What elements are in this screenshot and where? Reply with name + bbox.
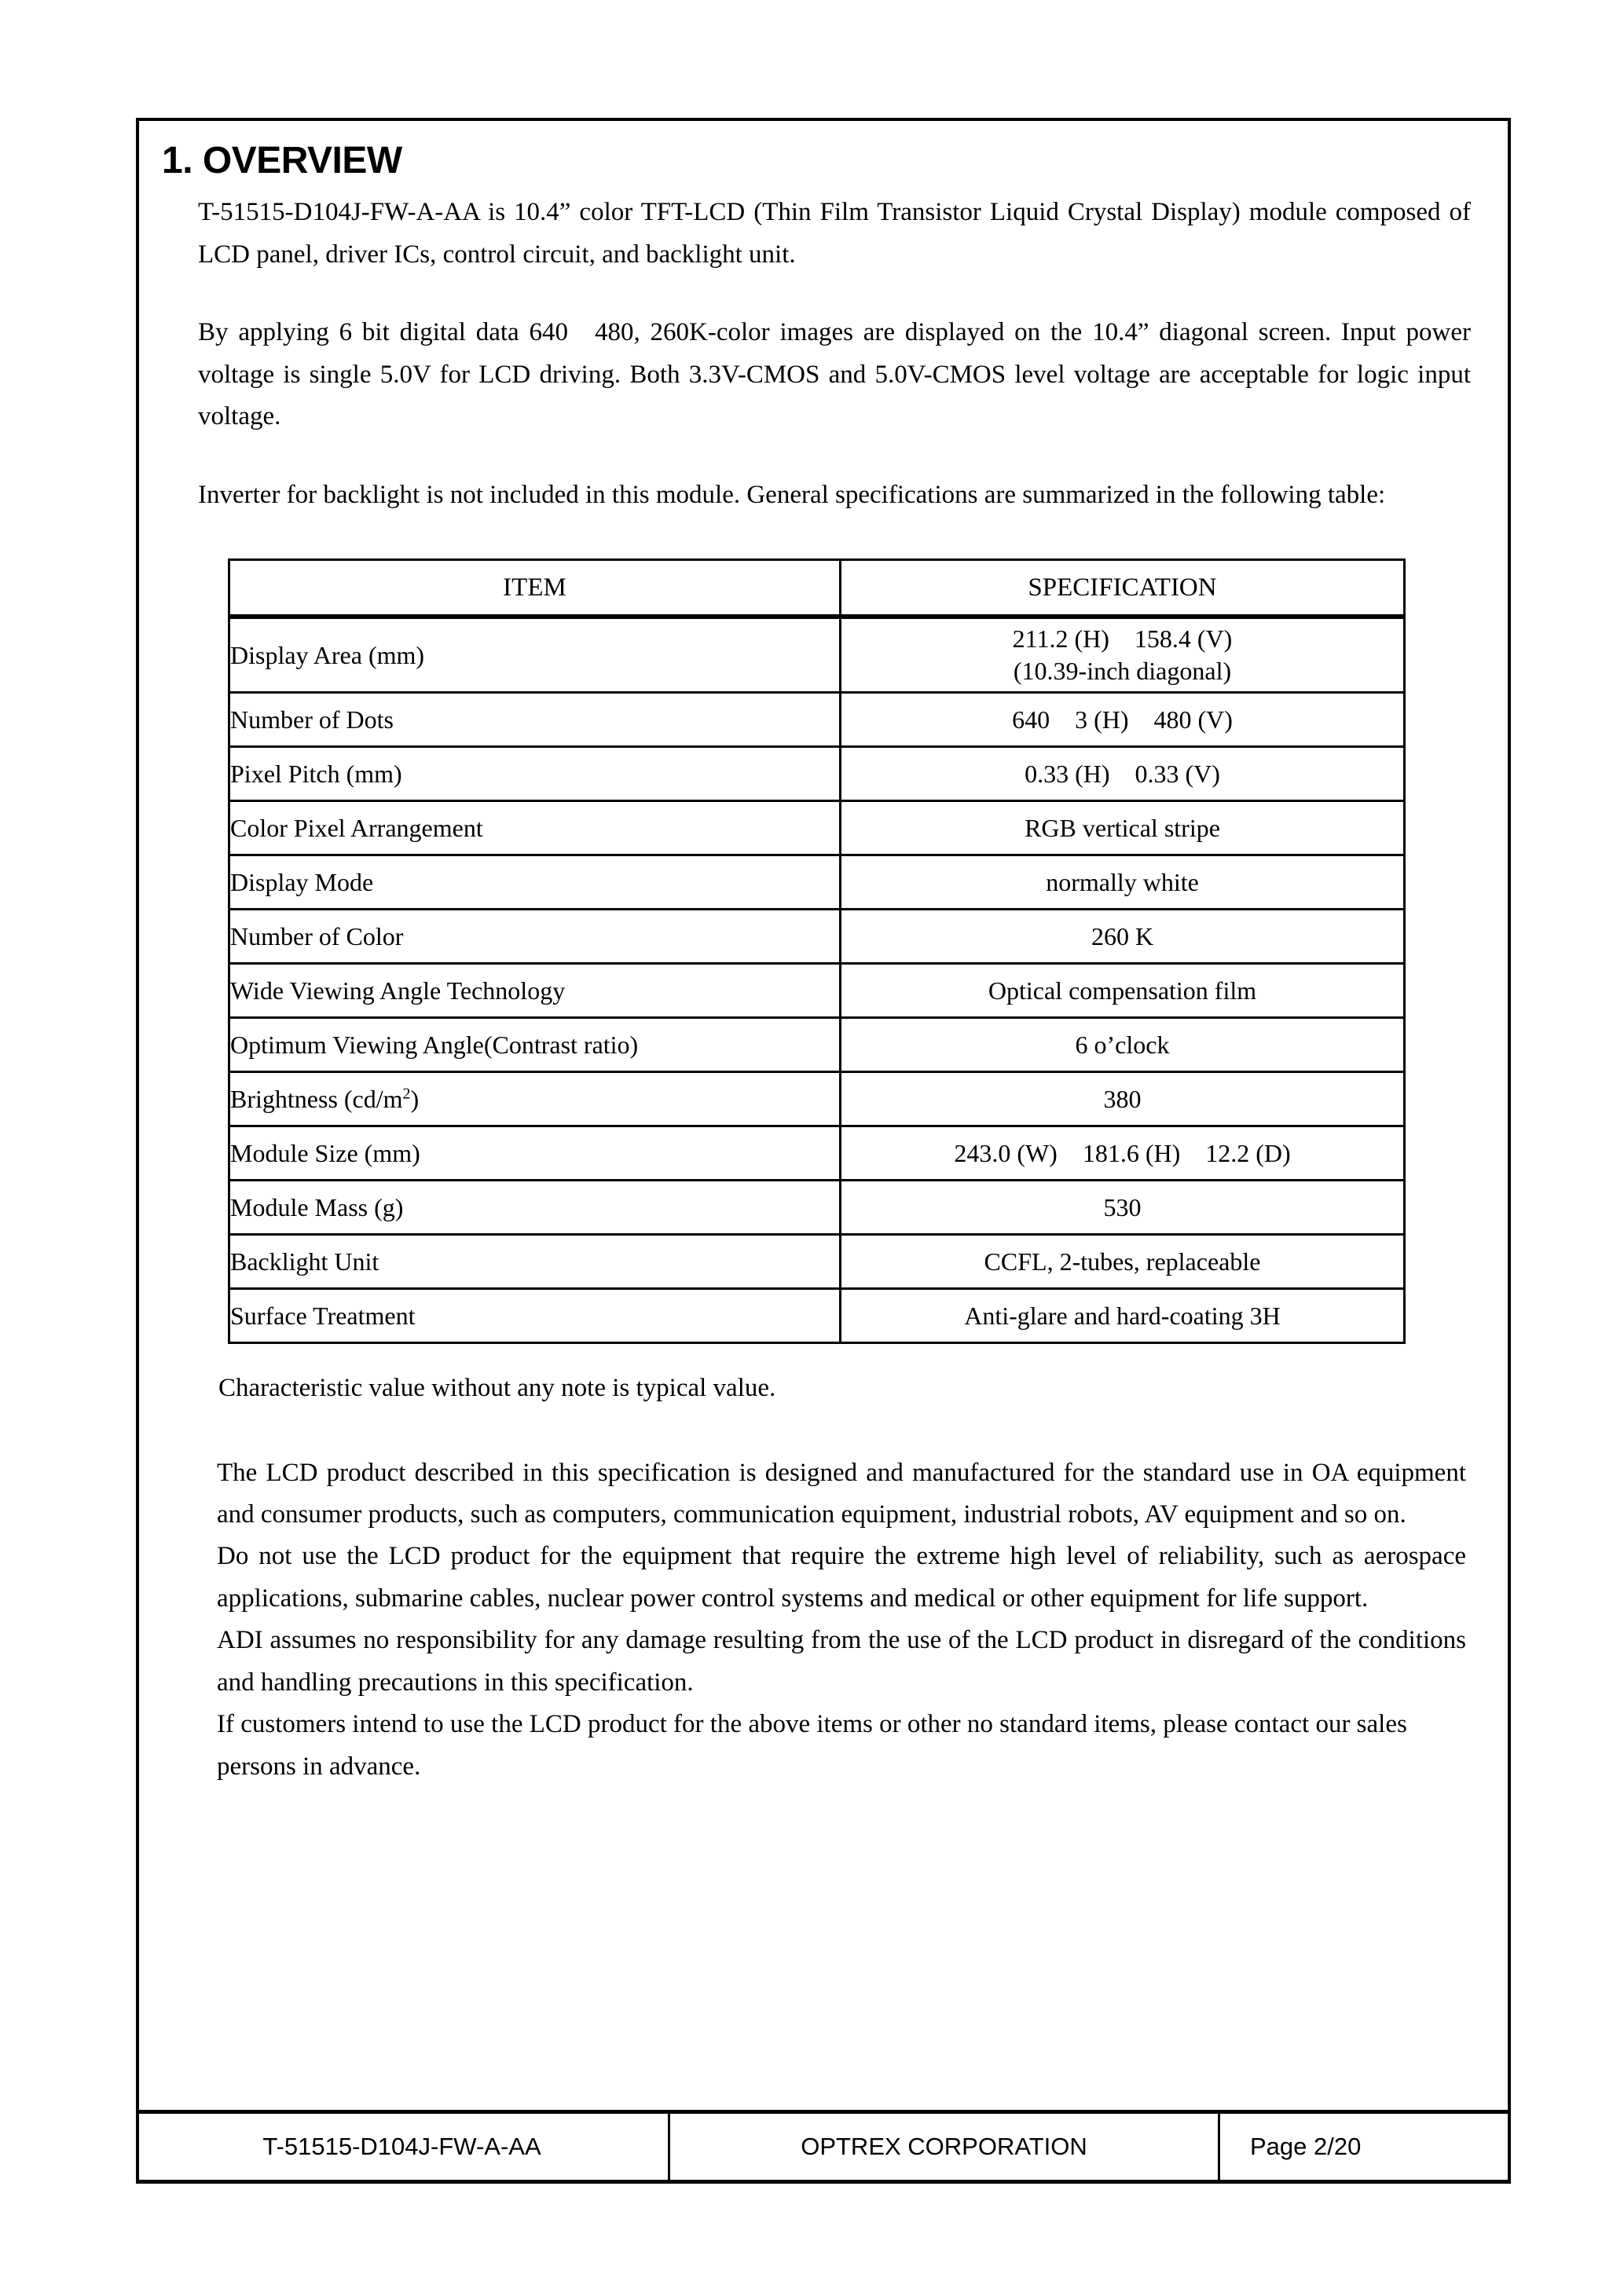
- table-row: [229, 618, 1405, 693]
- table-cell-specification: [841, 1235, 1405, 1289]
- table-cell-specification-line: CCFL, 2-tubes, replaceable: [984, 1247, 1261, 1276]
- table-cell-specification-line: Anti-glare and hard-coating 3H: [964, 1301, 1281, 1330]
- table-cell-specification-line: Optical compensation film: [988, 976, 1257, 1005]
- intro-paragraph-2-part-a: By applying 6 bit digital data 640: [198, 318, 568, 347]
- footer-company-name: OPTREX CORPORATION: [668, 2114, 1218, 2180]
- intro-paragraph-2: [157, 312, 1493, 438]
- table-row: [229, 1235, 1405, 1289]
- table-cell-item: Module Size (mm): [229, 1126, 841, 1181]
- table-cell-specification: [841, 964, 1405, 1018]
- table-cell-specification: [841, 855, 1405, 910]
- spacer: [157, 276, 1493, 312]
- table-row: [229, 964, 1405, 1018]
- notice-paragraph-3: ADI assumes no responsibility for any damage resulting from the use of the LCD product in disregard of the conditions and handling precautions in this specification.: [217, 1626, 1466, 1697]
- table-cell-item: Backlight Unit: [229, 1235, 841, 1289]
- table-cell-specification-line: 640 3 (H) 480 (V): [1012, 705, 1233, 734]
- table-row: [229, 855, 1405, 910]
- table-row: [229, 747, 1405, 801]
- table-cell-item: Number of Color: [229, 910, 841, 964]
- table-row: [229, 1018, 1405, 1072]
- table-cell-specification: [841, 801, 1405, 855]
- table-cell-item: Module Mass (g): [229, 1181, 841, 1235]
- table-cell-specification-line: 530: [1103, 1192, 1142, 1221]
- table-cell-specification-line: 211.2 (H) 158.4 (V): [1012, 624, 1233, 654]
- intro-paragraph-1-line-2: module composed of LCD panel, driver ICs, control circuit, and backlight unit.: [198, 198, 1472, 269]
- table-cell-specification-line: 260 K: [1091, 921, 1154, 950]
- table-row: [229, 1289, 1405, 1343]
- page-footer: [136, 2110, 1511, 2184]
- table-cell-item: Optimum Viewing Angle(Contrast ratio): [229, 1018, 841, 1072]
- superscript: 2: [402, 1084, 411, 1102]
- intro-paragraph-1-line-1: T-51515-D104J-FW-A-AA is 10.4” color TFT-LCD (Thin Film Transistor Liquid Crystal Display): [198, 198, 1241, 227]
- page-title: 1. OVERVIEW: [162, 140, 402, 181]
- spacer: [157, 438, 1493, 474]
- table-cell-specification-line: RGB vertical stripe: [1025, 813, 1220, 842]
- table-row: [229, 1181, 1405, 1235]
- table-cell-item: Number of Dots: [229, 693, 841, 747]
- table-cell-specification-line: 6 o’clock: [1075, 1030, 1170, 1059]
- table-cell-item: Display Mode: [229, 855, 841, 910]
- table-cell-specification-line: 243.0 (W) 181.6 (H) 12.2 (D): [954, 1138, 1291, 1167]
- table-row: [229, 1126, 1405, 1181]
- table-cell-specification-line: normally white: [1046, 867, 1199, 896]
- table-cell-item: Wide Viewing Angle Technology: [229, 964, 841, 1018]
- table-cell-specification: [841, 910, 1405, 964]
- table-cell-specification: [841, 1018, 1405, 1072]
- intro-paragraph-1: [157, 192, 1493, 276]
- table-cell-item: Brightness $(cd/m^2)$: [229, 1072, 841, 1126]
- column-header-specification: SPECIFICATION: [841, 560, 1405, 616]
- table-note: Characteristic value without any note is typical value.: [218, 1374, 776, 1403]
- spacer: [157, 516, 1493, 558]
- table-row: [229, 910, 1405, 964]
- table-cell-specification: [841, 1126, 1405, 1181]
- table-cell-specification: [841, 693, 1405, 747]
- footer-part-number: T-51515-D104J-FW-A-AA: [262, 2133, 541, 2160]
- table-cell-specification-line: 0.33 (H) 0.33 (V): [1025, 759, 1220, 788]
- page-content: [157, 141, 1493, 1788]
- table-cell-specification-line: (10.39-inch diagonal): [1013, 657, 1232, 686]
- notice-paragraph-2: Do not use the LCD product for the equipment that require the extreme high level of reliability, such as aerospace applications, submarine cables, nuclear power control systems and medical or other equipment for life support.: [217, 1542, 1466, 1613]
- table-cell-specification: [841, 618, 1405, 693]
- spacer: [157, 1410, 1493, 1452]
- table-cell-specification: [841, 1289, 1405, 1343]
- spec-table-container: [157, 558, 1493, 1344]
- table-cell-specification-line: 380: [1103, 1084, 1142, 1113]
- notice-paragraph-1: The LCD product described in this specification is designed and manufactured for the standard use in OA equipment and consumer products, such as computers, communication equipment, industrial robots, AV equipment and so on.: [217, 1458, 1466, 1529]
- specification-table: [228, 558, 1406, 1344]
- table-row: [229, 693, 1405, 747]
- table-cell-specification: [841, 1072, 1405, 1126]
- table-cell-item: Display Area (mm): [229, 618, 841, 693]
- table-cell-item: Pixel Pitch (mm): [229, 747, 841, 801]
- table-cell-item: Surface Treatment: [229, 1289, 841, 1343]
- table-row: [229, 801, 1405, 855]
- table-row: [229, 1072, 1405, 1126]
- table-cell-specification: [841, 747, 1405, 801]
- column-header-item: ITEM: [229, 560, 841, 616]
- footer-page-number: Page 2/20: [1218, 2114, 1511, 2180]
- specification-table-body: [229, 618, 1405, 1343]
- notice-paragraph-4: If customers intend to use the LCD product for the above items or other no standard items, please contact our sales persons in advance.: [217, 1710, 1407, 1781]
- intro-paragraph-2-part-b: 480, 260K-color images are displayed on the 10.4” diagonal screen. Input power voltage is single 5.0V for LCD driving. Both 3.3V-CMOS and 5.0V-CMOS level voltage are acceptable for logic input voltage.: [198, 318, 1471, 431]
- notices-block: [157, 1452, 1493, 1789]
- table-cell-item: Color Pixel Arrangement: [229, 801, 841, 855]
- intro-paragraph-3: Inverter for backlight is not included in this module. General specifications are summarized in the following table:: [198, 480, 1386, 509]
- table-cell-specification: [841, 1181, 1405, 1235]
- spacer: [157, 1344, 1493, 1368]
- table-header-row: [229, 560, 1405, 616]
